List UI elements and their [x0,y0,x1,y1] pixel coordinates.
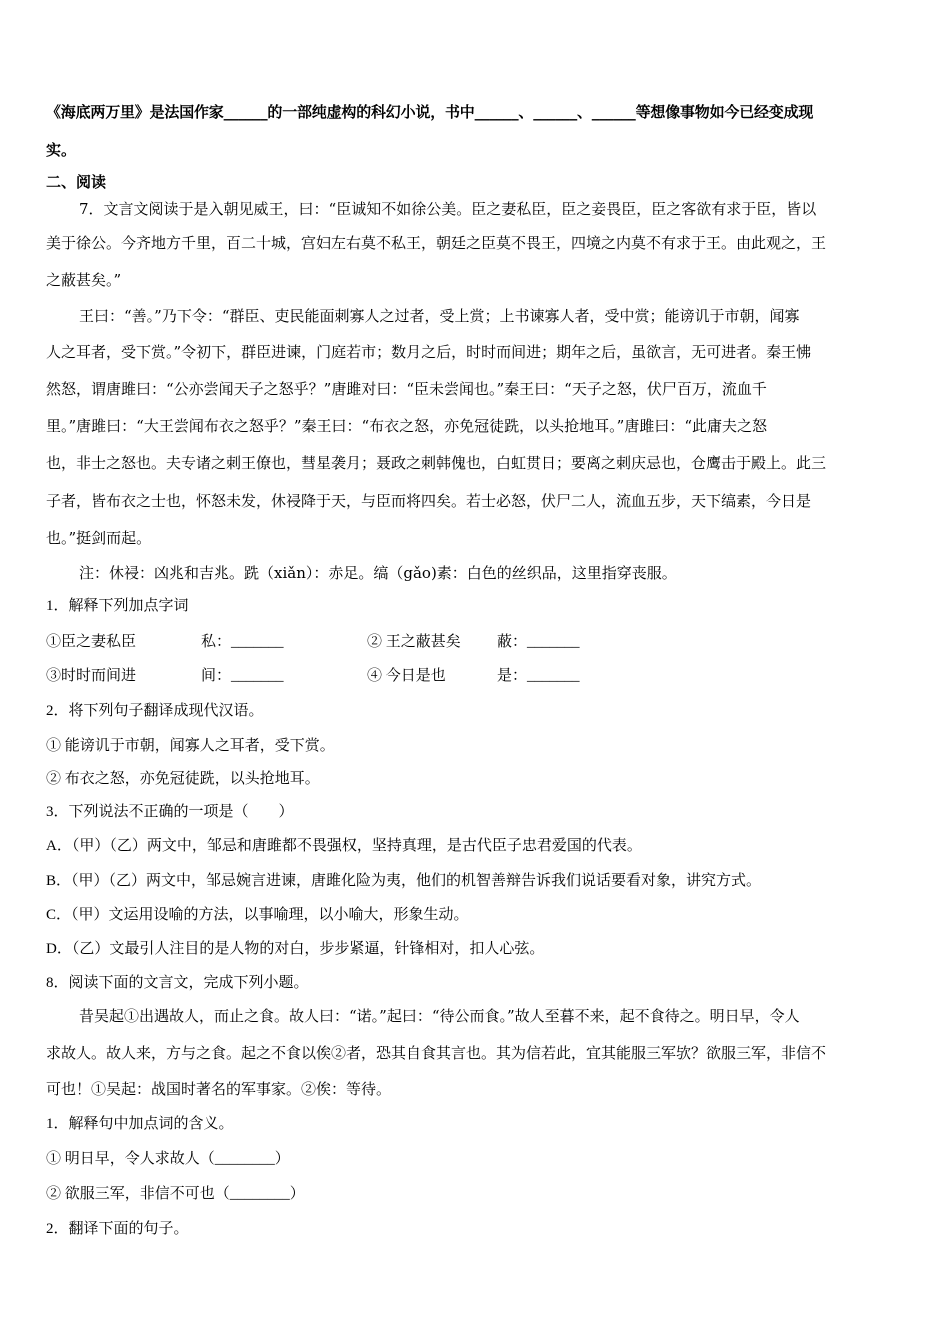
q7-sub2-item-1: ① 能谤讥于市朝，闻寡人之耳者，受下赏。 [46,738,335,754]
q7-sub3-option-d: D．（乙）文最引人注目的是人物的对白，步步紧逼，针锋相对，扣人心弦。 [46,941,545,957]
q7-passage-line-10: 也。”挺剑而起。 [46,529,152,547]
q7-passage-line-5: 人之耳者，受下赏。”令初下，群臣进谏，门庭若市；数月之后，时时而间进；期年之后，虽欲言，无可进者。秦王怫 [46,343,812,361]
q8-passage-line-1: 昔吴起①出遇故人，而止之食。故人曰：“诺。”起曰：“待公而食。”故人至暮不来，起不食待之。明日早，令人 [79,1007,800,1025]
q7-passage-line-2: 美于徐公。今齐地方千里，百二十城，宫妇左右莫不私王，朝廷之臣莫不畏王，四境之内莫不有求于王。由此观之，王 [46,234,827,252]
q7-sub2-item-2: ② 布衣之怒，亦免冠徒跣，以头抢地耳。 [46,771,320,787]
q7-passage-line-8: 也，非士之怒也。夫专诸之刺王僚也，彗星袭月；聂政之刺韩傀也，白虹贯日；要离之刺庆忌也，仓鹰击于殿上。此三 [46,454,827,472]
section-heading-reading: 二、阅读 [46,173,107,191]
q7-annotation-note: 注：休祲：凶兆和吉兆。跣（xiǎn）：赤足。缟（gǎo)素：白色的丝织品，这里指穿丧服。 [79,564,677,582]
q7-sub1-phrase-3: ③时时而间进 [46,668,137,684]
q8-passage-line-2: 求故人。故人来，方与之食。起之不食以俟②者，恐其自食其言也。其为信若此，宜其能服三军欤？欲服三军，非信不 [46,1044,827,1062]
q7-sub1-phrase-2: ② 王之蔽甚矣 [367,634,461,650]
q7-passage-line-1: 7．文言文阅读于是入朝见威王，曰：“臣诚知不如徐公美。臣之妻私臣，臣之妾畏臣，臣之客欲有求于臣，皆以 [79,200,817,218]
q7-passage-line-7: 里。”唐雎曰：“大王尝闻布衣之怒乎？”秦王曰：“布衣之怒，亦免冠徒跣，以头抢地耳。”唐雎曰：“此庸夫之怒 [46,417,768,435]
q8-sub1-item-1[interactable]: ① 明日早，令人求故人（________） [46,1151,290,1167]
q7-sub1-phrase-4: ④ 今日是也 [367,668,446,684]
q7-sub1-phrase-1: ①臣之妻私臣 [46,634,137,650]
q7-sub3-option-c: C．（甲）文运用设喻的方法，以事喻理，以小喻大，形象生动。 [46,907,469,923]
q8-title: 8．阅读下面的文言文，完成下列小题。 [46,975,309,991]
fill-in-line-1: 《海底两万里》是法国作家______的一部纯虚构的科幻小说，书中______、______、______等想像事物如今已经变成现 [46,103,814,121]
q7-passage-line-3: 之蔽甚矣。” [46,271,122,289]
q7-sub1-blank-3[interactable]: 间：_______ [201,668,284,684]
q8-passage-line-3: 可也！①吴起：战国时著名的军事家。②俟：等待。 [46,1080,392,1098]
q7-sub3-option-a: A．（甲）（乙）两文中，邹忌和唐雎都不畏强权，坚持真理，是古代臣子忠君爱国的代表。 [46,838,642,854]
q7-sub1-blank-1[interactable]: 私：_______ [201,634,284,650]
q7-sub3-title: 3．下列说法不正确的一项是（ ） [46,804,294,820]
q7-sub2-title: 2．将下列句子翻译成现代汉语。 [46,703,264,719]
q7-passage-line-9: 子者，皆布衣之士也，怀怒未发，休祲降于天，与臣而将四矣。若士必怒，伏尸二人，流血五步，天下缟素，今日是 [46,492,812,510]
q7-passage-line-4: 王曰：“善。”乃下令：“群臣、吏民能面刺寡人之过者，受上赏；上书谏寡人者，受中赏；能谤讥于市朝，闻寡 [79,307,800,325]
q8-sub2-title: 2．翻译下面的句子。 [46,1221,189,1237]
q8-sub1-item-2[interactable]: ② 欲服三军，非信不可也（________） [46,1186,305,1202]
q7-sub1-title: 1．解释下列加点字词 [46,598,189,614]
q7-sub1-blank-4[interactable]: 是：_______ [497,668,580,684]
fill-in-line-2: 实。 [46,141,77,159]
q8-sub1-title: 1．解释句中加点词的含义。 [46,1116,234,1132]
q7-passage-line-6: 然怒，谓唐雎曰：“公亦尝闻天子之怒乎？”唐雎对曰：“臣未尝闻也。”秦王曰：“天子之怒，伏尸百万，流血千 [46,380,767,398]
q7-sub1-blank-2[interactable]: 蔽：_______ [497,634,580,650]
q7-sub3-option-b: B．（甲）（乙）两文中，邹忌婉言进谏，唐雎化险为夷，他们的机智善辩告诉我们说话要看对象，讲究方式。 [46,873,762,889]
